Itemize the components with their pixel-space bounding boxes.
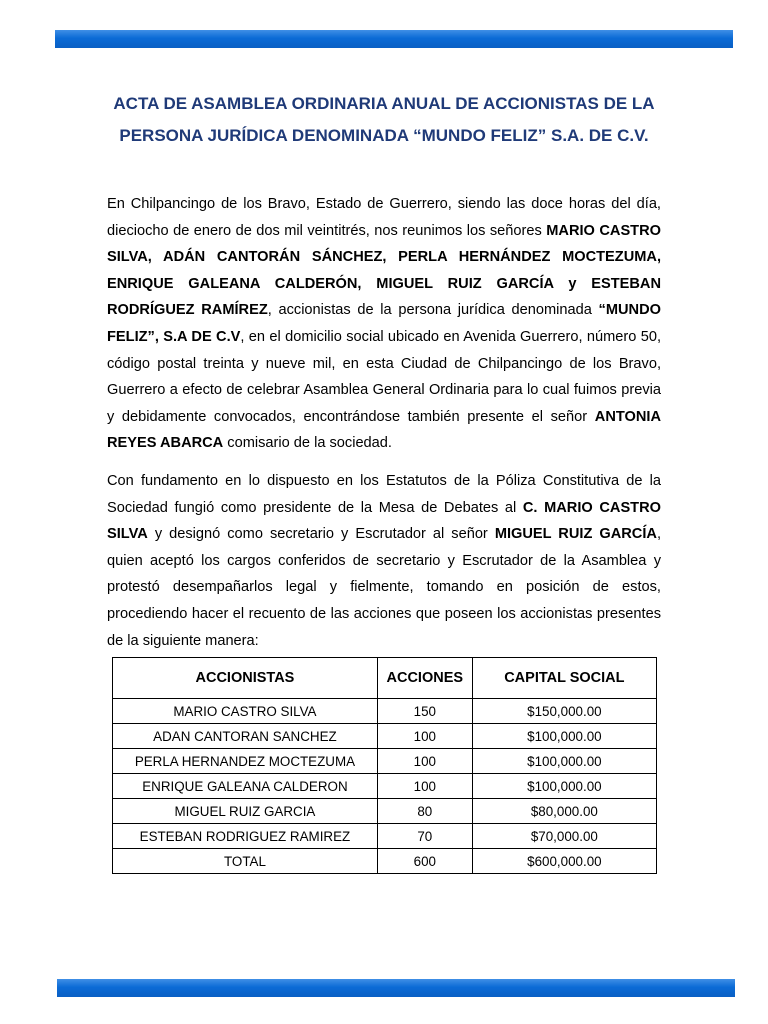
cell-shares: 100: [377, 749, 472, 774]
cell-capital: $100,000.00: [472, 774, 656, 799]
table-row: [113, 774, 657, 799]
header-bar: [55, 30, 733, 48]
cell-name: MIGUEL RUIZ GARCIA: [113, 799, 378, 824]
table-row: [113, 749, 657, 774]
header-accionistas: ACCIONISTAS: [113, 658, 378, 699]
cell-name: ESTEBAN RODRIGUEZ RAMIREZ: [113, 824, 378, 849]
cell-name: PERLA HERNANDEZ MOCTEZUMA: [113, 749, 378, 774]
cell-shares: 100: [377, 774, 472, 799]
table-header-row: [113, 658, 657, 699]
cell-capital: $80,000.00: [472, 799, 656, 824]
cell-shares: 150: [377, 699, 472, 724]
text-run: Con fundamento en lo dispuesto en los Estatutos de la Póliza Constitutiva de la Sociedad fungió como presidente de la Mesa de Debates al: [107, 473, 661, 516]
cell-shares: 70: [377, 824, 472, 849]
cell-name: ADAN CANTORAN SANCHEZ: [113, 724, 378, 749]
header-capital-social: CAPITAL SOCIAL: [472, 658, 656, 699]
cell-name: ENRIQUE GALEANA CALDERON: [113, 774, 378, 799]
bold-text-run: C. MARIO CASTRO SILVA: [107, 499, 661, 543]
document-title: ACTA DE ASAMBLEA ORDINARIA ANUAL DE ACCIONISTAS DE LA PERSONA JURÍDICA DENOMINADA “MUNDO FELIZ” S.A. DE C.V.: [113, 94, 655, 145]
cell-name: MARIO CASTRO SILVA: [113, 699, 378, 724]
cell-total-shares: 600: [377, 849, 472, 874]
text-run: , en el domicilio social ubicado en Avenida Guerrero, número 50, código postal treinta y nueve mil, en esta Ciudad de Chilpancingo de los Bravo, Guerrero a efecto de celebrar Asamblea General Ordinaria para lo cual fuimos previa y debidamente convocados, encontrándose también presente el señor: [107, 328, 661, 425]
bold-text-run: MIGUEL RUIZ GARCÍA: [494, 526, 657, 543]
text-run: , quien aceptó los cargos conferidos de secretario y Escrutador de la Asamblea y protestó desempañarlos legal y fielmente, tomando en posición de estos, procediendo hacer el recuento de las acciones que poseen los accionistas presentes de la siguiente manera:: [107, 526, 661, 649]
paragraph-2: [107, 468, 661, 654]
footer-bar: [57, 979, 735, 997]
table-row: [113, 699, 657, 724]
cell-total-label: TOTAL: [113, 849, 378, 874]
shareholders-table: [112, 657, 657, 874]
cell-capital: $100,000.00: [472, 749, 656, 774]
cell-capital: $70,000.00: [472, 824, 656, 849]
table-row: [113, 724, 657, 749]
table-total-row: [113, 849, 657, 874]
cell-shares: 80: [377, 799, 472, 824]
text-run: y designó como secretario y Escrutador al señor: [147, 526, 495, 543]
text-run: , accionistas de la persona jurídica denominada: [267, 302, 599, 319]
cell-shares: 100: [377, 724, 472, 749]
cell-capital: $150,000.00: [472, 699, 656, 724]
text-run: comisario de la sociedad.: [223, 435, 392, 452]
table-row: [113, 799, 657, 824]
header-acciones: ACCIONES: [377, 658, 472, 699]
bold-text-run: “MUNDO FELIZ”, S.A DE C.V: [107, 302, 661, 345]
bold-text-run: MARIO CASTRO SILVA, ADÁN CANTORÁN SÁNCHEZ, PERLA HERNÁNDEZ MOCTEZUMA, ENRIQUE GALEANA CALDERÓN, MIGUEL RUIZ GARCÍA y ESTEBAN RODRÍGUEZ RAMÍREZ: [107, 222, 661, 319]
bold-text-run: ANTONIA REYES ABARCA: [107, 408, 661, 452]
paragraph-1: [107, 191, 661, 457]
text-run: En Chilpancingo de los Bravo, Estado de Guerrero, siendo las doce horas del día, dieciocho de enero de dos mil veintitrés, nos reunimos los señores: [107, 196, 661, 239]
table-row: [113, 824, 657, 849]
cell-total-capital: $600,000.00: [472, 849, 656, 874]
cell-capital: $100,000.00: [472, 724, 656, 749]
